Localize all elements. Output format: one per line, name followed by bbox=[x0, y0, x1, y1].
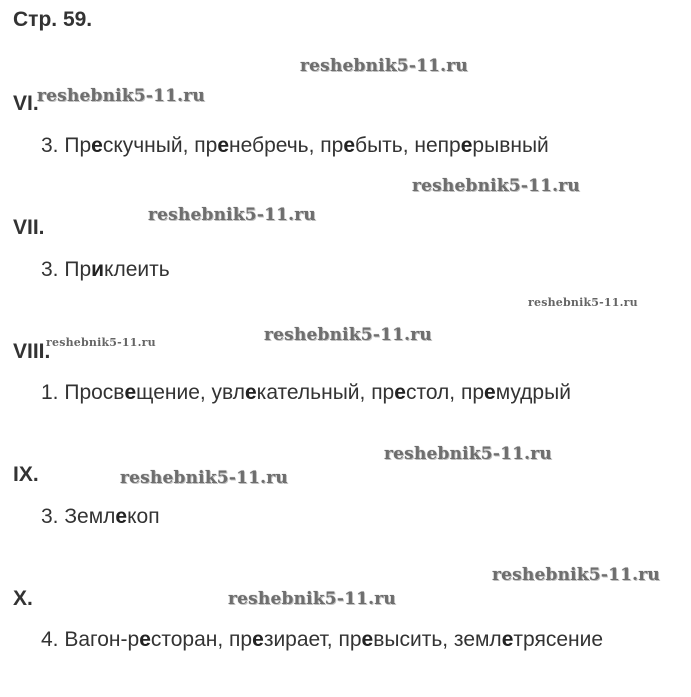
answer-text: коп bbox=[127, 505, 160, 528]
highlighted-letter: е bbox=[124, 381, 137, 404]
highlighted-letter: е bbox=[361, 628, 374, 651]
answer-text: 1. Просв bbox=[41, 381, 125, 404]
answer-line-vii bbox=[41, 258, 170, 282]
watermark: reshebnik5-11.ru bbox=[264, 325, 432, 345]
highlighted-letter: е bbox=[343, 134, 356, 157]
answer-text: трясение bbox=[513, 628, 604, 651]
watermark: reshebnik5-11.ru bbox=[37, 86, 205, 106]
answer-text: зирает, пр bbox=[263, 628, 362, 651]
answer-text: мудрый bbox=[495, 381, 571, 404]
section-heading-ix: IX. bbox=[13, 463, 39, 486]
answer-text: скучный, пр bbox=[102, 134, 218, 157]
page-title: Стр. 59. bbox=[13, 8, 93, 31]
watermark: reshebnik5-11.ru bbox=[528, 296, 638, 309]
watermark: reshebnik5-11.ru bbox=[492, 565, 660, 585]
answer-text: стол, пр bbox=[405, 381, 485, 404]
section-heading-vi: VI. bbox=[13, 92, 39, 115]
watermark: reshebnik5-11.ru bbox=[412, 176, 580, 196]
watermark: reshebnik5-11.ru bbox=[120, 468, 288, 488]
watermark: reshebnik5-11.ru bbox=[148, 205, 316, 225]
section-heading-viii: VIII. bbox=[13, 340, 51, 363]
highlighted-letter: е bbox=[501, 628, 514, 651]
answer-line-ix bbox=[41, 505, 160, 529]
answer-text: сторан, пр bbox=[150, 628, 253, 651]
watermark: reshebnik5-11.ru bbox=[384, 444, 552, 464]
highlighted-letter: е bbox=[115, 505, 128, 528]
answer-text: высить, земл bbox=[373, 628, 502, 651]
highlighted-letter: и bbox=[91, 258, 105, 281]
answer-text: 3. Земл bbox=[41, 505, 116, 528]
answer-text: рывный bbox=[472, 134, 549, 157]
section-heading-vii: VII. bbox=[13, 216, 45, 239]
highlighted-letter: е bbox=[217, 134, 230, 157]
answer-line-x bbox=[41, 628, 603, 652]
answer-text: быть, непр bbox=[355, 134, 461, 157]
watermark: reshebnik5-11.ru bbox=[300, 56, 468, 76]
highlighted-letter: е bbox=[244, 381, 257, 404]
answer-text: 3. Пр bbox=[41, 258, 92, 281]
answer-text: клеить bbox=[104, 258, 170, 281]
answer-text: 4. Вагон-р bbox=[41, 628, 140, 651]
answer-line-vi bbox=[41, 134, 549, 158]
answer-text: кательный, пр bbox=[256, 381, 395, 404]
highlighted-letter: е bbox=[394, 381, 406, 404]
highlighted-letter: е bbox=[484, 381, 496, 404]
highlighted-letter: е bbox=[252, 628, 264, 651]
watermark: reshebnik5-11.ru bbox=[46, 336, 156, 349]
answer-text: небречь, пр bbox=[229, 134, 344, 157]
section-heading-x: X. bbox=[13, 587, 33, 610]
highlighted-letter: е bbox=[139, 628, 151, 651]
answer-text: щение, увл bbox=[136, 381, 245, 404]
highlighted-letter: е bbox=[91, 134, 103, 157]
answer-text: 3. Пр bbox=[41, 134, 92, 157]
highlighted-letter: е bbox=[460, 134, 473, 157]
watermark: reshebnik5-11.ru bbox=[228, 589, 396, 609]
answer-line-viii bbox=[41, 381, 571, 405]
